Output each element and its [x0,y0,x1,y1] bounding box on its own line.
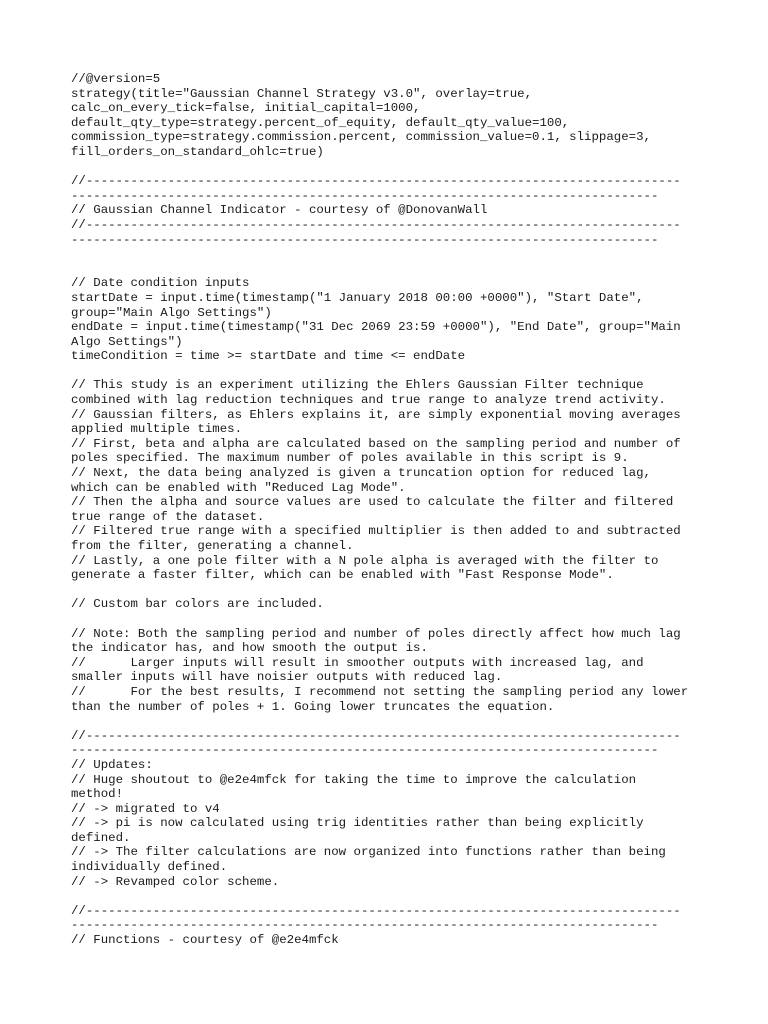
code-line: // Filtered true range with a specified multiplier is then added to and subtracted [71,524,681,539]
code-line: Algo Settings") [71,334,183,349]
blank-line [71,612,701,627]
code-line: // Lastly, a one pole filter with a N pole alpha is averaged with the filter to [71,553,659,568]
code-line: // Gaussian Channel Indicator - courtesy of @DonovanWall [71,203,488,218]
code-line: method! [71,787,124,802]
code-line: generate a faster filter, which can be enabled with "Fast Response Mode". [71,568,614,583]
code-line: // First, beta and alpha are calculated based on the sampling period and number of [71,436,681,451]
code-line: strategy(title="Gaussian Channel Strategy v3.0", overlay=true, [71,86,533,101]
blank-line [71,262,701,277]
code-line: true range of the dataset. [71,509,265,524]
code-line: group="Main Algo Settings") [71,305,272,320]
code-line: ------------------------------------------------------------------------------- [71,232,659,247]
code-line: applied multiple times. [71,422,243,437]
code-line: // This study is an experiment utilizing the Ehlers Gaussian Filter technique [71,378,644,393]
code-line: // Then the alpha and source values are used to calculate the filter and filtered [71,495,674,510]
code-line: // -> Revamped color scheme. [71,874,280,889]
code-line: // For the best results, I recommend not setting the sampling period any lower [71,684,689,699]
code-line: // Updates: [71,757,153,772]
code-line: poles specified. The maximum number of poles available in this script is 9. [71,451,629,466]
code-line: combined with lag reduction techniques and true range to analyze trend activity. [71,393,666,408]
code-line: // -> pi is now calculated using trig identities rather than being explicitly [71,816,644,831]
code-line: from the filter, generating a channel. [71,539,354,553]
blank-line [71,889,701,904]
code-line: //-------------------------------------------------------------------------------- [71,174,681,189]
code-line: //-------------------------------------------------------------------------------- [71,728,681,743]
code-line: the indicator has, and how smooth the output is. [71,641,428,656]
blank-line [71,583,701,598]
code-line: // Functions - courtesy of @e2e4mfck [71,933,339,948]
code-line: ------------------------------------------------------------------------------- [71,918,659,933]
code-line: //-------------------------------------------------------------------------------- [71,217,681,232]
code-line: // Gaussian filters, as Ehlers explains it, are simply exponential moving averages [71,407,681,422]
code-line: //@version=5 [71,72,161,86]
code-line: ------------------------------------------------------------------------------- [71,743,659,758]
code-line: smaller inputs will have noisier outputs with reduced lag. [71,670,503,685]
code-line: // Next, the data being analyzed is given a truncation option for reduced lag, [71,466,651,481]
blank-line [71,160,701,175]
blank-line [71,247,701,262]
code-line: default_qty_type=strategy.percent_of_equity, default_qty_value=100, [71,115,570,130]
code-line: // Huge shoutout to @e2e4mfck for taking the time to improve the calculation [71,772,637,787]
code-line: //-------------------------------------------------------------------------------- [71,903,681,918]
code-line: // Date condition inputs [71,276,250,291]
code-line: commission_type=strategy.commission.percent, commission_value=0.1, slippage=3, [71,130,651,145]
code-line: // Custom bar colors are included. [71,597,324,612]
code-line: individually defined. [71,860,228,875]
code-line: than the number of poles + 1. Going lower truncates the equation. [71,699,555,714]
code-line: // -> migrated to v4 [71,801,220,816]
code-line: // Note: Both the sampling period and number of poles directly affect how much lag [71,626,681,641]
blank-line [71,364,701,379]
code-listing [71,72,701,948]
code-line: which can be enabled with "Reduced Lag Mode". [71,480,406,495]
code-line: startDate = input.time(timestamp("1 January 2018 00:00 +0000"), "Start Date", [71,290,644,305]
code-line: timeCondition = time >= startDate and time <= endDate [71,349,466,364]
code-line: calc_on_every_tick=false, initial_capital=1000, [71,101,421,116]
code-line: endDate = input.time(timestamp("31 Dec 2069 23:59 +0000"), "End Date", group="Main [71,320,681,335]
code-line: ------------------------------------------------------------------------------- [71,188,659,203]
code-line: defined. [71,830,131,845]
code-line: fill_orders_on_standard_ohlc=true) [71,144,324,159]
code-line: // Larger inputs will result in smoother outputs with increased lag, and [71,655,644,670]
blank-line [71,714,701,729]
code-line: // -> The filter calculations are now organized into functions rather than being [71,845,666,860]
